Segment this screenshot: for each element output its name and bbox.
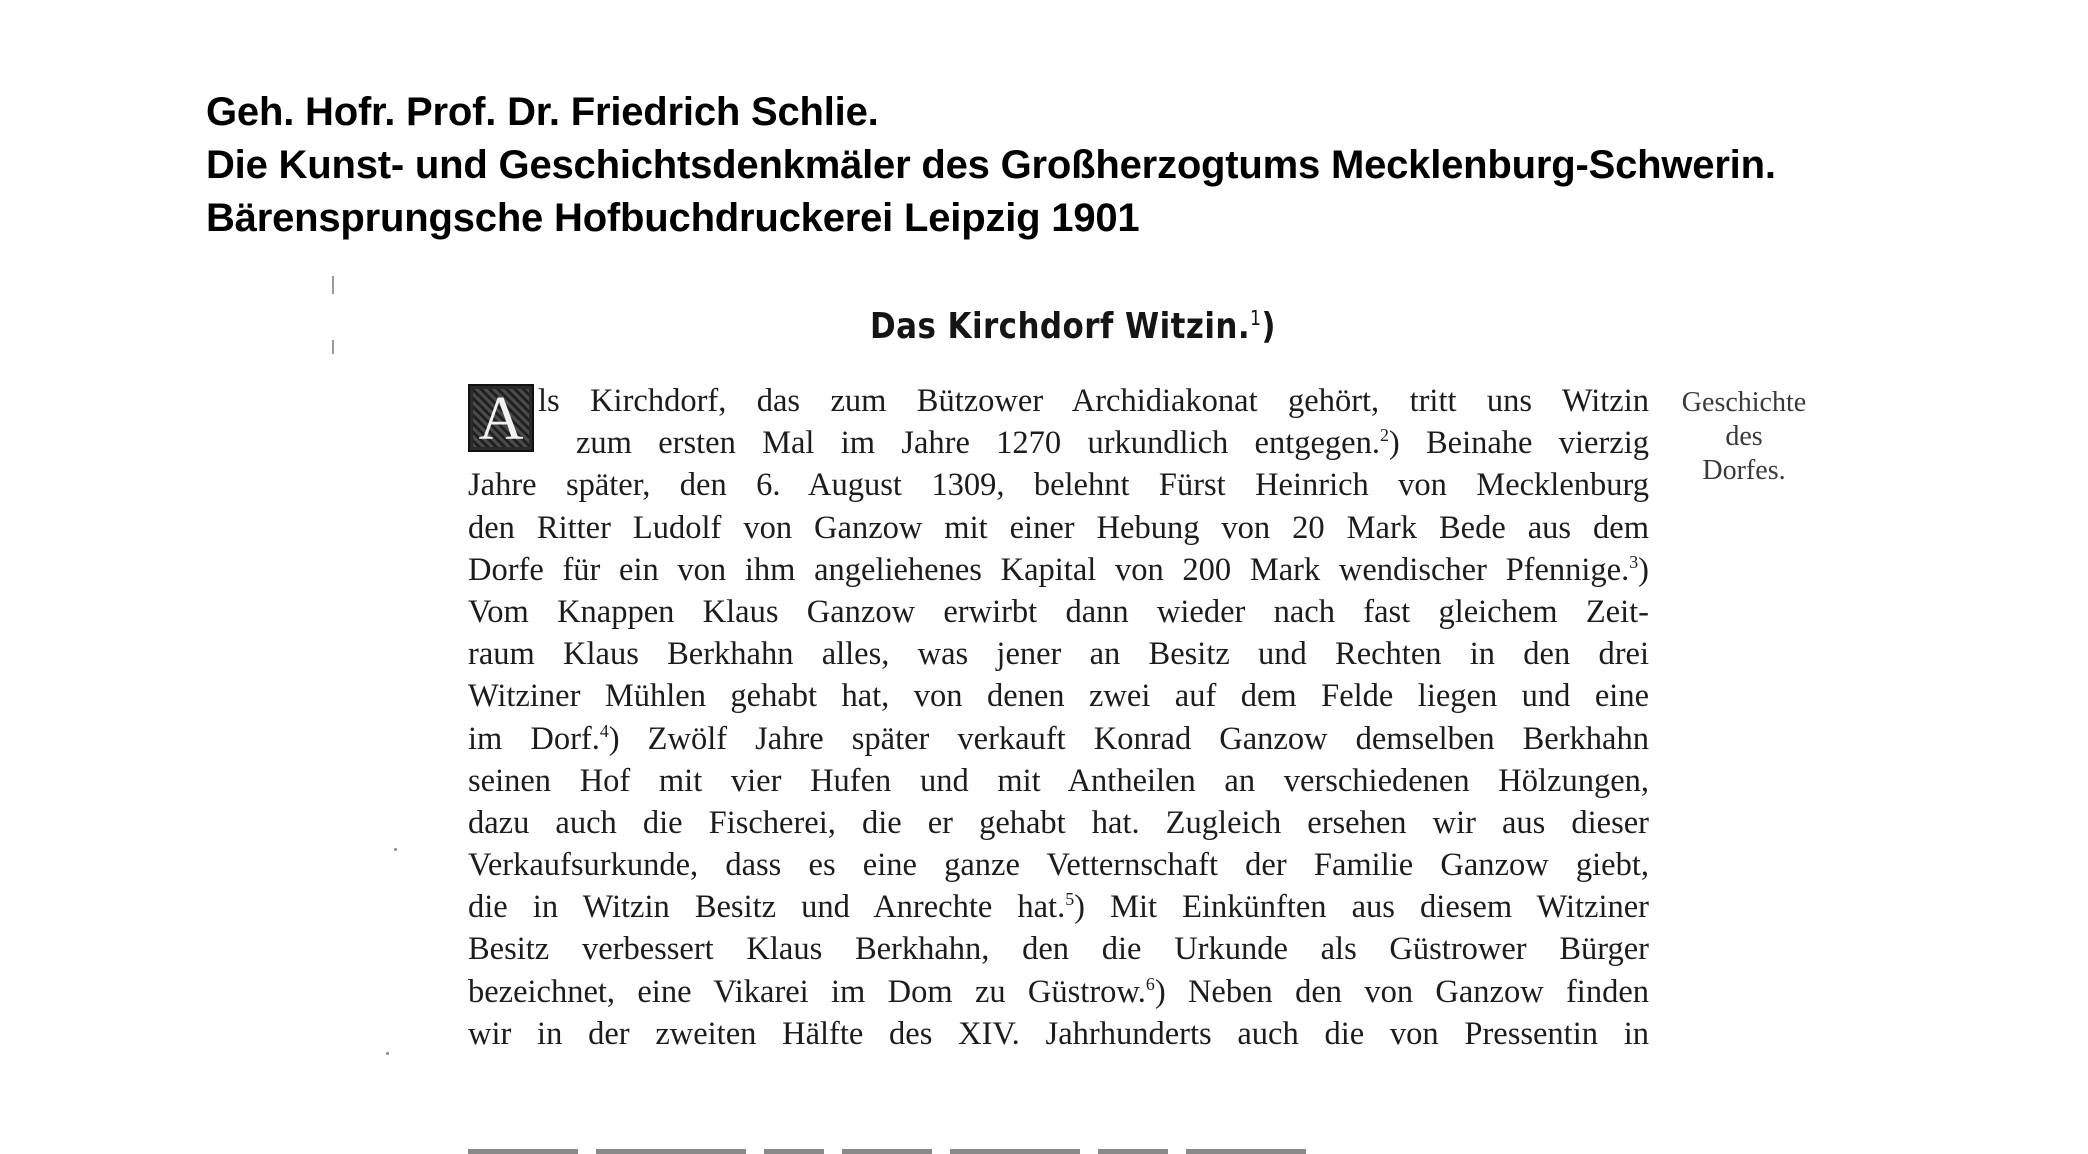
text-line: raum Klaus Berkhahn alles, was jener an Besitz und Rechten in den drei	[468, 636, 1649, 673]
text-line: im Dorf.$^4$) Zwölf Jahre später verkauft Konrad Ganzow demselben Berkhahn	[468, 720, 1649, 757]
page-title-paren: )	[1261, 306, 1277, 347]
citation-title: Die Kunst- und Geschichtsdenkmäler des Großherzogtums Mecklenburg-Schwerin.	[206, 143, 1776, 187]
text-line: Jahre später, den 6. August 1309, belehnt Fürst Heinrich von Mecklenburg	[468, 467, 1649, 504]
text-line: Vom Knappen Klaus Ganzow erwirbt dann wieder nach fast gleichem Zeit-	[468, 593, 1649, 630]
text-line: Dorfe für ein von ihm angeliehenes Kapital von 200 Mark wendischer Pfennige.$^3$)	[468, 551, 1649, 588]
footnote-ref: 6	[1145, 973, 1155, 994]
text-line: den Ritter Ludolf von Ganzow mit einer Hebung von 20 Mark Bede aus dem	[468, 509, 1649, 546]
text-line: dazu auch die Fischerei, die er gehabt hat. Zugleich ersehen wir aus dieser	[468, 804, 1649, 841]
initial-letter: A	[478, 385, 524, 452]
citation-publisher: Bärensprungsche Hofbuchdruckerei Leipzig 1901	[206, 196, 1140, 240]
footnote-ref: 5	[1065, 889, 1075, 910]
text-line: zum ersten Mal im Jahre 1270 urkundlich entgegen.$^2$) Beinahe vierzig	[576, 425, 1649, 462]
footnote-ref: 2	[1379, 425, 1389, 446]
text-line: Besitz verbessert Klaus Berkhahn, den die Urkunde als Güstrower Bürger	[468, 931, 1649, 968]
body-text	[468, 380, 1649, 1055]
page-title-text: Das Kirchdorf Witzin.	[870, 306, 1251, 347]
margin-speck	[394, 848, 397, 851]
text-line: ls Kirchdorf, das zum Bützower Archidiakonat gehört, tritt uns Witzin	[538, 383, 1649, 419]
margin-mark	[332, 340, 334, 354]
text-line: wir in der zweiten Hälfte des XIV. Jahrhunderts auch die von Pressentin in	[468, 1015, 1649, 1052]
footnote-ref: 3	[1629, 551, 1639, 572]
text-line: seinen Hof mit vier Hufen und mit Antheilen an verschiedenen Hölzungen,	[468, 762, 1649, 799]
margin-mark	[332, 276, 334, 294]
page-title-footnote-ref: 1	[1250, 306, 1262, 330]
scanned-page	[300, 262, 1860, 1154]
citation-header	[206, 86, 2006, 245]
text-line: bezeichnet, eine Vikarei im Dom zu Güstrow.$^6$) Neben den von Ganzow finden	[468, 973, 1649, 1010]
cropped-next-line	[468, 1142, 1368, 1154]
margin-note	[1664, 386, 1824, 488]
margin-note-line: Geschichte	[1681, 387, 1807, 418]
text-line: die in Witzin Besitz und Anrechte hat.$^5$) Mit Einkünften aus diesem Witziner	[468, 889, 1649, 926]
footnote-ref: 4	[599, 720, 609, 741]
margin-speck	[386, 1052, 389, 1055]
citation-author: Geh. Hofr. Prof. Dr. Friedrich Schlie.	[206, 90, 879, 134]
margin-note-line: Dorfes.	[1702, 455, 1786, 486]
page-title	[870, 306, 1276, 347]
text-line: Verkaufsurkunde, dass es eine ganze Vetternschaft der Familie Ganzow giebt,	[468, 847, 1649, 884]
margin-note-line: des	[1725, 421, 1763, 452]
text-line: Witziner Mühlen gehabt hat, von denen zwei auf dem Felde liegen und eine	[468, 678, 1649, 715]
